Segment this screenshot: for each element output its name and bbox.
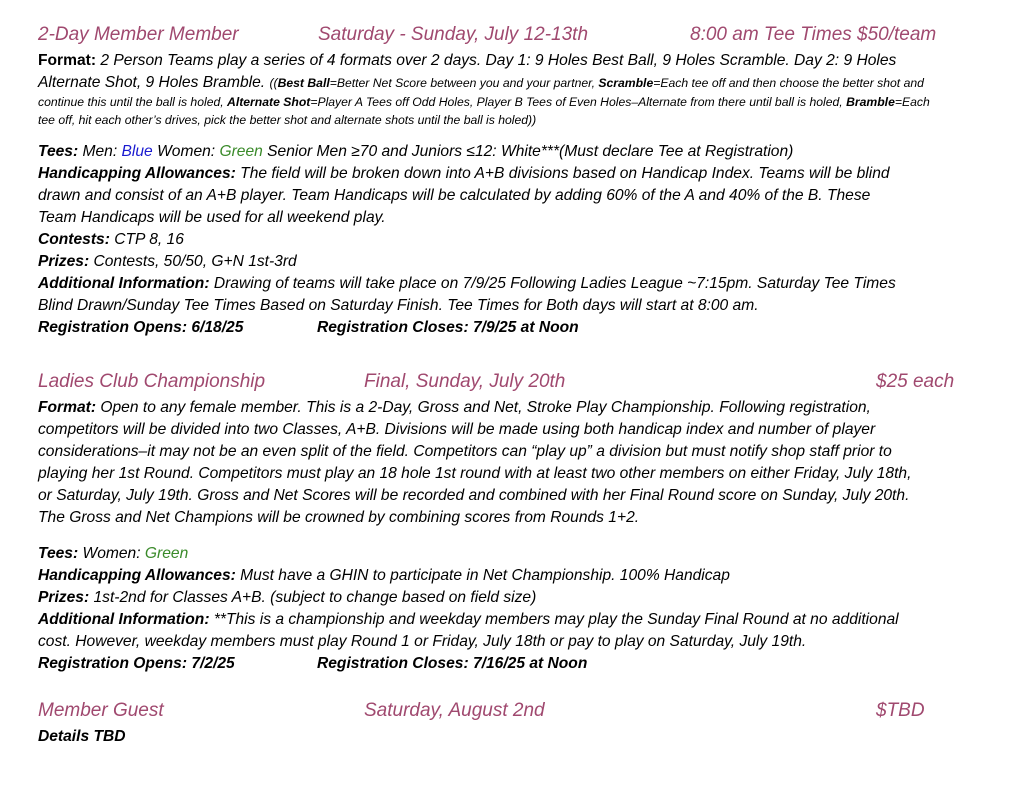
registration-line	[38, 317, 998, 339]
format-line: competitors will be divided into two Classes, A+B. Divisions will be made using both handicap index and number of player	[38, 421, 876, 438]
format-line: considerations–it may not be an even split of the field. Competitors can “play up” a division but must notify shop staff prior to	[38, 443, 892, 460]
format-line: continue this until the ball is holed, Alternate Shot=Player A Tees off Odd Holes, Player B Tees of Even Holes–Alternate from there until ball is holed, Bramble=Each	[38, 95, 930, 109]
event-member-member	[38, 24, 998, 339]
format-line: or Saturday, July 19th. Gross and Net Scores will be recorded and combined with her Final Round score on Sunday, July 20th.	[38, 487, 910, 504]
format-line: Alternate Shot, 9 Holes Bramble. ((Best Ball=Better Net Score between you and your partner, Scramble=Each tee off and then choose the better shot and	[38, 74, 924, 91]
additional-info-line: Blind Drawn/Sunday Tee Times Based on Saturday Finish. Tee Times for Both days will start at 8:00 am.	[38, 297, 759, 314]
registration-line	[38, 653, 998, 675]
event-price: $TBD	[876, 700, 925, 721]
contests-line: Contests: CTP 8, 16	[38, 231, 184, 248]
prizes-line: Prizes: Contests, 50/50, G+N 1st-3rd	[38, 253, 297, 270]
event-date: Final, Sunday, July 20th	[364, 371, 566, 392]
details-line: Details TBD	[38, 728, 126, 745]
event-date: Saturday - Sunday, July 12-13th	[318, 24, 589, 45]
event-ladies-championship	[38, 371, 998, 675]
additional-info-line: Additional Information: Drawing of teams will take place on 7/9/25 Following Ladies League ~7:15pm. Saturday Tee Times	[38, 275, 896, 292]
event-header	[38, 700, 928, 724]
event-member-guest	[38, 700, 998, 748]
tee-color-green: Green	[219, 143, 263, 160]
registration-closes: Registration Closes: 7/16/25 at Noon	[317, 655, 588, 672]
tees-line: Tees: Men: Blue Women: Green Senior Men ≥70 and Juniors ≤12: White***(Must declare Tee at Registration)	[38, 143, 794, 160]
event-date: Saturday, August 2nd	[364, 700, 545, 721]
handicap-line: Team Handicaps will be used for all weekend play.	[38, 209, 386, 226]
handicap-line: Handicapping Allowances: The field will be broken down into A+B divisions based on Handicap Index. Teams will be blind	[38, 165, 890, 182]
registration-opens: Registration Opens: 6/18/25	[38, 319, 244, 336]
format-line: Format: 2 Person Teams play a series of 4 formats over 2 days. Day 1: 9 Holes Best Ball, 9 Holes Scramble. Day 2: 9 Holes	[38, 52, 897, 69]
additional-info-line: Additional Information: **This is a championship and weekday members may play the Sunday Final Round at no additional	[38, 611, 899, 628]
event-tee-time: 8:00 am Tee Times $50/team	[690, 24, 937, 45]
tee-color-blue: Blue	[121, 143, 153, 160]
format-line: tee off, hit each other’s drives, pick the better shot and alternate shots until the ball is holed))	[38, 112, 537, 127]
additional-info-line: cost. However, weekday members must play Round 1 or Friday, July 18th or pay to play on Saturday, July 19th.	[38, 633, 807, 650]
format-line: playing her 1st Round. Competitors must play an 18 hole 1st round with at least two other members on either Friday, July 18th,	[38, 465, 912, 482]
handicap-line: drawn and consist of an A+B player. Team Handicaps will be calculated by adding 60% of the A and 40% of the B. These	[38, 187, 871, 204]
tees-line: Tees: Women: Green	[38, 545, 189, 562]
tee-color-green: Green	[144, 545, 189, 562]
event-title: Member Guest	[38, 700, 164, 721]
event-header	[38, 24, 962, 48]
format-line: Format: Open to any female member. This is a 2-Day, Gross and Net, Stroke Play Championship. Following registration,	[38, 399, 871, 416]
handicap-line: Handicapping Allowances: Must have a GHIN to participate in Net Championship. 100% Handicap	[38, 567, 730, 584]
registration-closes: Registration Closes: 7/9/25 at Noon	[317, 319, 579, 336]
event-title: 2-Day Member Member	[38, 24, 239, 45]
registration-opens: Registration Opens: 7/2/25	[38, 655, 235, 672]
format-line: The Gross and Net Champions will be crowned by combining scores from Rounds 1+2.	[38, 509, 640, 526]
event-header	[38, 371, 962, 395]
event-price: $25 each	[876, 371, 955, 392]
prizes-line: Prizes: 1st-2nd for Classes A+B. (subject to change based on field size)	[38, 589, 537, 606]
event-title: Ladies Club Championship	[38, 371, 266, 392]
